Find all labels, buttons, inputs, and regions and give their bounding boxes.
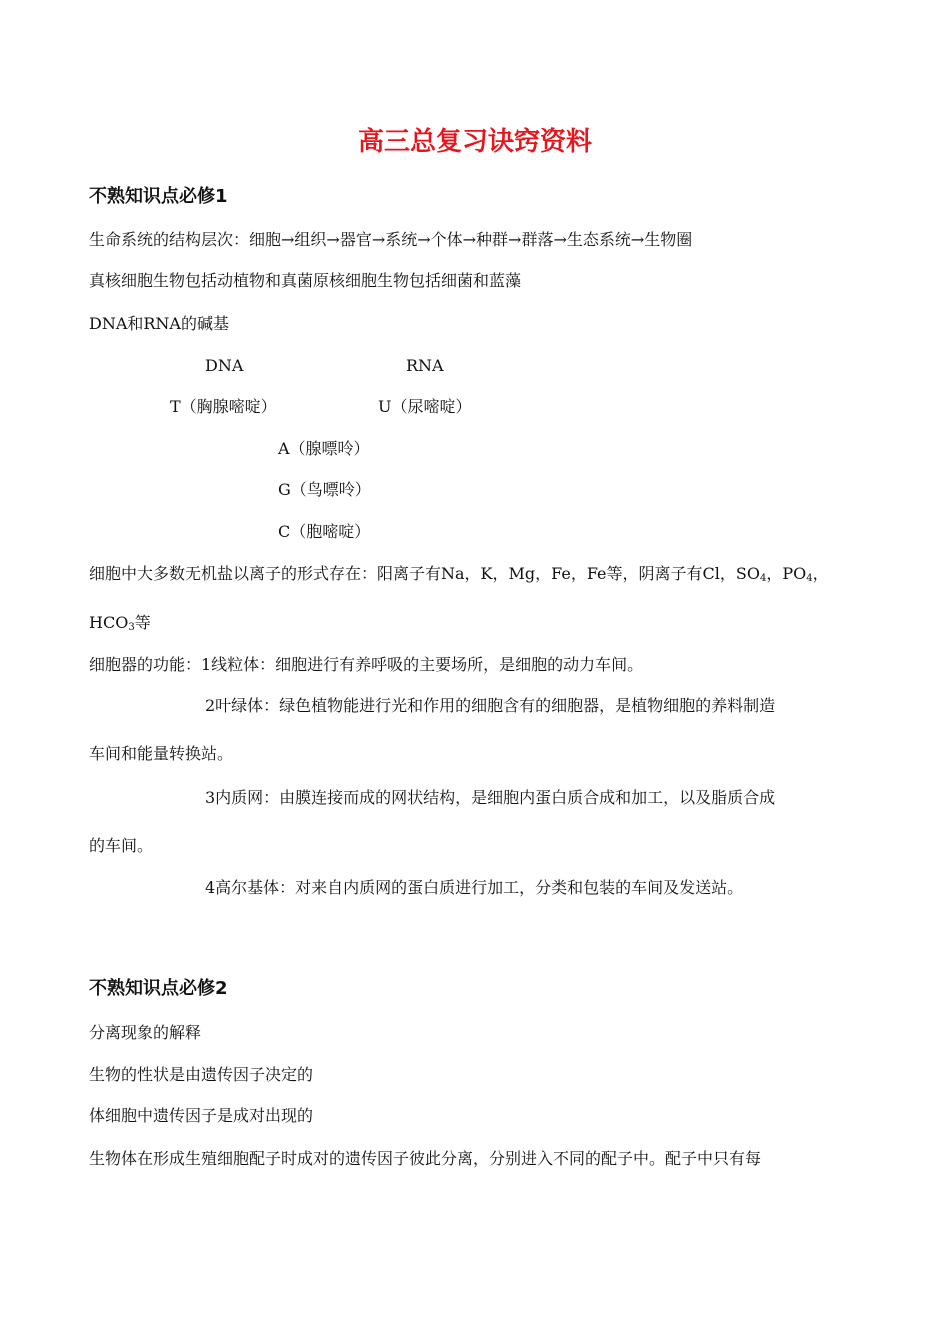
inorganic-salts-line: [89, 564, 829, 589]
organelle-chloroplast: 2叶绿体：绿色植物能进行光和作用的细胞含有的细胞器，是植物细胞的养料制造: [205, 696, 776, 715]
organelle-golgi: 4高尔基体：对来自内质网的蛋白质进行加工，分类和包装的车间及发送站。: [205, 878, 744, 897]
section-heading-1: 不熟知识点必修1: [89, 186, 228, 207]
cell-types-line: 真核细胞生物包括动植物和真菌原核细胞生物包括细菌和蓝藻: [89, 271, 522, 290]
organelle-er: 3内质网：由膜连接而成的网状结构，是细胞内蛋白质合成和加工，以及脂质合成: [205, 788, 776, 807]
organelle-er-cont: 的车间。: [89, 836, 154, 855]
organelle-chloroplast-cont: 车间和能量转换站。: [89, 744, 234, 763]
hco-text: HCO: [89, 613, 129, 632]
section-heading-2: 不熟知识点必修2: [89, 978, 228, 999]
segregation-line-3: 生物体在形成生殖细胞配子时成对的遗传因子彼此分离，分别进入不同的配子中。配子中只有每: [89, 1149, 762, 1168]
segregation-title: 分离现象的解释: [89, 1023, 202, 1042]
ions-subscript-1: 4: [759, 573, 767, 584]
ions-text: 细胞中大多数无机盐以离子的形式存在：阳离子有Na，K，Mg，Fe，Fe等，阴离子有Cl，SO: [89, 564, 760, 583]
base-uracil: U（尿嘧啶）: [378, 397, 472, 416]
segregation-line-2: 体细胞中遗传因子是成对出现的: [89, 1106, 314, 1125]
hco-subscript: 3: [128, 622, 135, 633]
organelle-mitochondria: 细胞器的功能：1线粒体：细胞进行有养呼吸的主要场所，是细胞的动力车间。: [89, 655, 644, 674]
base-thymine: T（胸腺嘧啶）: [170, 397, 277, 416]
base-adenine: A（腺嘌呤）: [278, 439, 370, 458]
ions-text-end: ，: [812, 564, 829, 583]
ions-subscript-2: 4: [806, 573, 813, 584]
bases-intro-line: DNA和RNA的碱基: [89, 314, 229, 333]
segregation-line-1: 生物的性状是由遗传因子决定的: [89, 1065, 314, 1084]
bicarbonate-line: [89, 613, 151, 638]
page-title: 高三总复习诀窍资料: [357, 127, 592, 157]
base-guanine: G（鸟嘌呤）: [278, 480, 371, 499]
ions-text-mid: ，PO: [766, 564, 807, 583]
dna-column-header: DNA: [205, 356, 244, 375]
structure-hierarchy-line: 生命系统的结构层次：细胞→组织→器官→系统→个体→种群→群落→生态系统→生物圈: [89, 230, 693, 249]
rna-column-header: RNA: [406, 356, 444, 375]
base-cytosine: C（胞嘧啶）: [278, 522, 371, 541]
hco-text-end: 等: [134, 613, 151, 632]
